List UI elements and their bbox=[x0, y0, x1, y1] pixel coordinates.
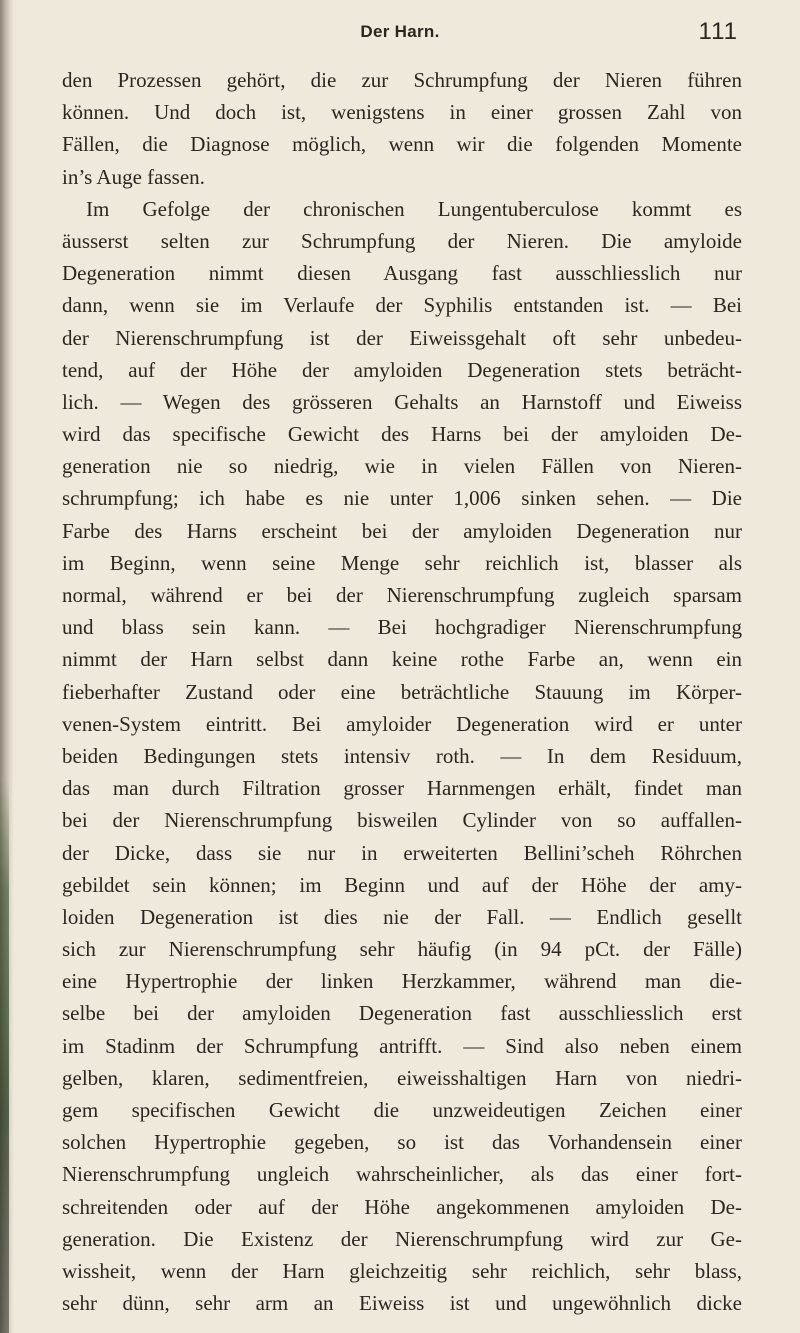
running-title: Der Harn. bbox=[360, 22, 440, 41]
text-line: der Nierenschrumpfung ist der Eiweissgehalt oft sehr unbedeu- bbox=[62, 325, 742, 350]
text-line: gem specifischen Gewicht die unzweideutigen Zeichen einer bbox=[62, 1098, 742, 1122]
text-line: generation nie so niedrig, wie in vielen Fällen von Nieren- bbox=[62, 454, 742, 479]
text-line: im Stadinm der Schrumpfung antrifft. — Sind also neben einem bbox=[62, 1033, 742, 1058]
text-line: tend, auf der Höhe der amyloiden Degeneration stets beträcht- bbox=[62, 357, 742, 382]
text-line: solchen Hypertrophie gegeben, so ist das Vorhandensein einer bbox=[62, 1130, 742, 1155]
text-line: können. Und doch ist, wenigstens in einer grossen Zahl von bbox=[62, 100, 742, 125]
text-line: schreitenden oder auf der Höhe angekommenen amyloiden De- bbox=[62, 1194, 742, 1219]
text-line: nimmt der Harn selbst dann keine rothe Farbe an, wenn ein bbox=[62, 647, 742, 672]
text-line: im Beginn, wenn seine Menge sehr reichlich ist, blasser als bbox=[62, 550, 742, 575]
text-line: äusserst selten zur Schrumpfung der Nieren. Die amyloide bbox=[62, 228, 742, 253]
text-line: schrumpfung; ich habe es nie unter 1,006 sinken sehen. — Die bbox=[62, 486, 742, 511]
page-binding-shadow bbox=[0, 780, 9, 1333]
text-line: das man durch Filtration grosser Harnmengen erhält, findet man bbox=[62, 776, 742, 801]
text-line: venen-System eintritt. Bei amyloider Degeneration wird er unter bbox=[62, 711, 742, 736]
text-line: wissheit, wenn der Harn gleichzeitig sehr reichlich, sehr blass, bbox=[62, 1258, 742, 1283]
text-line: und blass sein kann. — Bei hochgradiger Nierenschrumpfung bbox=[62, 615, 742, 640]
text-line: generation. Die Existenz der Nierenschrumpfung wird zur Ge- bbox=[62, 1226, 742, 1251]
text-line: sehr dünn, sehr arm an Eiweiss ist und ungewöhnlich dicke bbox=[62, 1291, 742, 1316]
text-line: Fällen, die Diagnose möglich, wenn wir die folgenden Momente bbox=[62, 132, 742, 157]
text-line: loiden Degeneration ist dies nie der Fall. — Endlich gesellt bbox=[62, 904, 742, 929]
text-line: lich. — Wegen des grösseren Gehalts an Harnstoff und Eiweiss bbox=[62, 389, 742, 414]
text-line: gebildet sein können; im Beginn und auf der Höhe der amy- bbox=[62, 872, 742, 897]
text-line: selbe bei der amyloiden Degeneration fast ausschliesslich erst bbox=[62, 1001, 742, 1026]
text-line: bei der Nierenschrumpfung bisweilen Cylinder von so auffallen- bbox=[62, 808, 742, 833]
text-line: Im Gefolge der chronischen Lungentuberculose kommt es bbox=[86, 196, 742, 221]
text-line: normal, während er bei der Nierenschrumpfung zugleich sparsam bbox=[62, 583, 742, 607]
text-line: Nierenschrumpfung ungleich wahrscheinlicher, als das einer fort- bbox=[62, 1162, 742, 1187]
text-line: Farbe des Harns erscheint bei der amyloiden Degeneration nur bbox=[62, 518, 742, 543]
text-line: Degeneration nimmt diesen Ausgang fast ausschliesslich nur bbox=[62, 261, 742, 286]
text-line: wird das specifische Gewicht des Harns bei der amyloiden De- bbox=[62, 422, 742, 447]
page-number: 111 bbox=[698, 18, 738, 45]
text-line: gelben, klaren, sedimentfreien, eiweisshaltigen Harn von niedri- bbox=[62, 1065, 742, 1090]
text-line: sich zur Nierenschrumpfung sehr häufig (in 94 pCt. der Fälle) bbox=[62, 937, 742, 962]
text-line: fieberhafter Zustand oder eine beträchtliche Stauung im Körper- bbox=[62, 679, 742, 704]
text-line: dann, wenn sie im Verlaufe der Syphilis entstanden ist. — Bei bbox=[62, 293, 742, 318]
text-line: den Prozessen gehört, die zur Schrumpfung der Nieren führen bbox=[62, 68, 742, 92]
text-line: in’s Auge fassen. bbox=[62, 164, 205, 189]
text-line: der Dicke, dass sie nur in erweiterten Bellini’scheh Röhrchen bbox=[62, 840, 742, 865]
body-text bbox=[62, 64, 742, 1319]
page-header bbox=[0, 18, 800, 52]
text-line: eine Hypertrophie der linken Herzkammer, während man die- bbox=[62, 969, 742, 994]
text-line: beiden Bedingungen stets intensiv roth. — In dem Residuum, bbox=[62, 743, 742, 768]
